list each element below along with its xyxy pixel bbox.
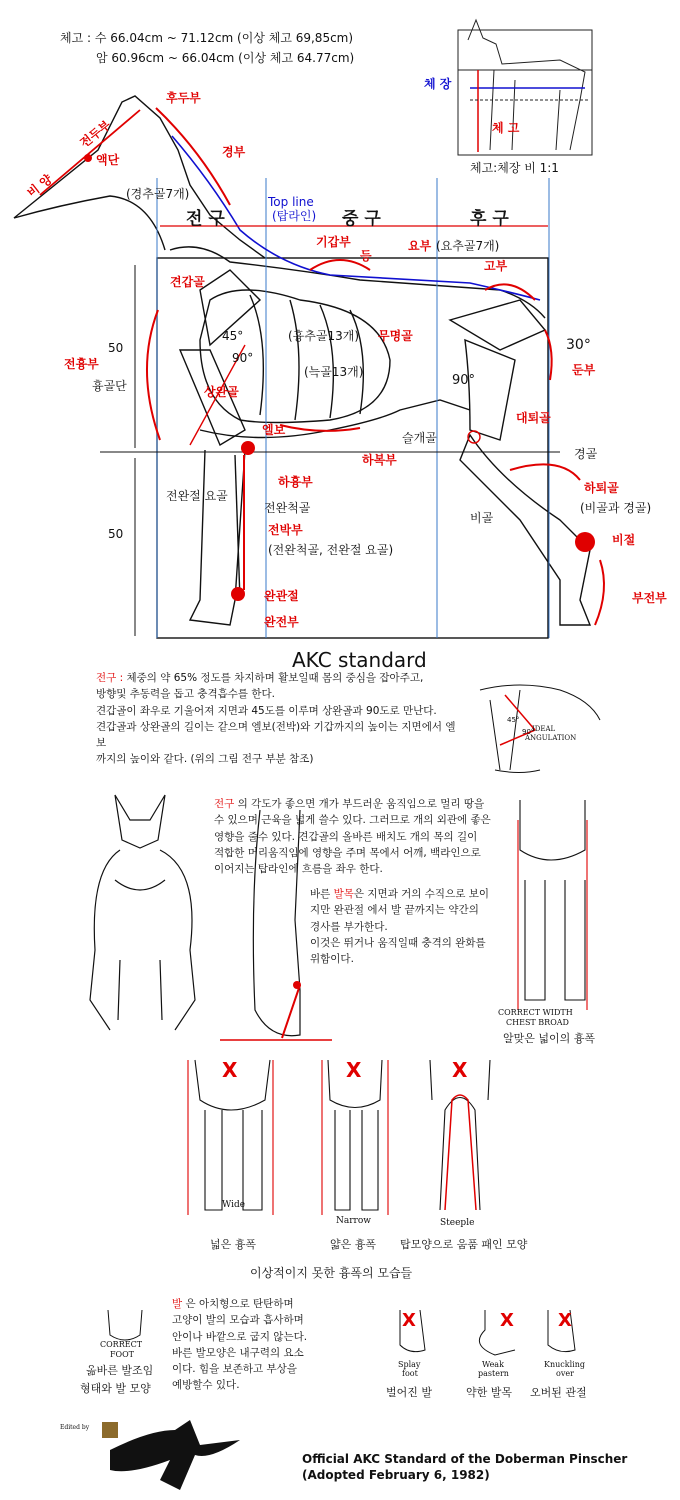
fault-kr-narrow: 얇은 흉폭 (330, 1238, 377, 1251)
foot-line-4: 바른 발모양은 내구력의 요소 (172, 1346, 304, 1359)
fault-mark-narrow: X (346, 1058, 362, 1082)
inset-length-label: 체 장 (424, 77, 452, 91)
fault-kr-wide: 넓은 흉폭 (210, 1238, 257, 1251)
fault-en-wide: Wide (222, 1200, 246, 1210)
label-topline: Top line (268, 195, 314, 209)
bad-foot-kr-weak: 약한 발목 (466, 1386, 513, 1399)
foot-line-6: 예방할수 있다. (172, 1379, 240, 1392)
label-fifty-bottom: 50 (108, 527, 124, 541)
height-line-1: 체고 : 수 66.04cm ~ 71.12cm (이상 체고 69,85cm) (60, 31, 354, 45)
section-rear: 후 구 (470, 209, 509, 229)
bad-foot-en1-weak: Weak (482, 1360, 504, 1369)
pastern-line-4: 이것은 뛰거나 움직일때 충격의 완화를 (310, 936, 486, 949)
label-croup: 고부 (484, 259, 508, 273)
label-thigh: 대퇴골 (516, 411, 551, 425)
bad-foot-en2-knuckle: over (556, 1369, 574, 1378)
label-neck: 경부 (222, 145, 246, 159)
foot-kr-1: 옮바른 발조임 (86, 1364, 154, 1377)
bad-foot-kr-splay: 벌어진 발 (386, 1386, 433, 1399)
label-back: 등 (360, 249, 372, 263)
footer-line-1: Official AKC Standard of the Doberman Pinscher (302, 1452, 628, 1466)
front-paragraph (214, 796, 494, 877)
pastern-pre: 바른 (310, 888, 334, 900)
front-highlight: 전구 (214, 798, 235, 810)
label-angle-90-rear: 90° (452, 373, 476, 388)
front-line-2: 수 있으며 근육을 넓게 쓸수 있다. 그러므로 개의 외관에 좋은 (214, 814, 491, 827)
bad-foot-en1-knuckle: Knuckling (544, 1360, 585, 1369)
bad-foot-kr-knuckle: 오버된 관절 (530, 1386, 587, 1399)
label-patella: 슬개골 (402, 431, 437, 445)
fault-en-narrow: Narrow (336, 1216, 371, 1226)
label-belly: 하복부 (362, 453, 397, 467)
ideal-angle-90: 90° (522, 728, 535, 736)
ideal-label-2: ANGULATION (525, 734, 577, 742)
fault-chest-drawings (188, 1060, 490, 1215)
label-tibia: 경골 (574, 447, 598, 461)
intro-line-1: 체중의 약 65% 정도를 차지하며 활보일때 몸의 중심을 잡아주고, (123, 672, 424, 684)
section-middle: 중 구 (342, 209, 381, 229)
inset-ratio-label: 체고:체장 비 1:1 (470, 161, 559, 175)
label-hock: 비절 (612, 533, 636, 547)
footer-line-2: (Adopted February 6, 1982) (302, 1468, 490, 1482)
bad-foot-mark-weak: X (500, 1310, 514, 1331)
label-humerus: 상완골 (204, 385, 239, 399)
front-line-4: 적합한 머리움직임에 영향을 주며 목에서 어깨, 백라인으로 (214, 846, 481, 859)
label-topline-kr: (탑라인) (272, 209, 317, 223)
label-forearm-sub: (전완척골, 전완절 요골) (268, 543, 394, 557)
fault-en-steeple: Steeple (440, 1218, 475, 1228)
label-muzzle: 비 양 (24, 172, 55, 200)
label-lumbar: (요추골7개) (436, 239, 500, 253)
ideal-label-1: IDEAL (532, 725, 556, 733)
label-angle-90: 90° (232, 351, 254, 365)
bad-foot-mark-splay: X (402, 1310, 416, 1331)
height-line-2: 암 60.96cm ~ 66.04cm (이상 체고 64.77cm) (96, 51, 355, 65)
foot-line-5: 이다. 힘을 보존하고 부상을 (172, 1363, 297, 1376)
label-ulna-carpal: 전완절 요골 (166, 489, 228, 503)
section-front: 전 구 (186, 209, 225, 229)
intro-line-4: 견갑골과 상완골의 길이는 같으며 엘보(전박)와 기갑까지의 높이는 지면에서 엘보 (96, 720, 456, 750)
front-line-5: 이어지는 탑라인에 흐름을 좌우 한다. (214, 863, 383, 876)
fault-kr-steeple: 탑모양으로 움품 패인 모양 (400, 1238, 528, 1251)
foot-line-3: 안이나 바깥으로 굽지 않는다. (172, 1330, 308, 1343)
pastern-highlight: 발목 (333, 888, 354, 900)
pastern-line-2: 지만 완관절 에서 발 끝까지는 약간의 (310, 904, 479, 917)
label-forearm: 전박부 (268, 523, 303, 537)
foot-en-2: FOOT (110, 1350, 135, 1359)
label-sacrum: 무명골 (378, 329, 413, 343)
pastern-paragraph (310, 886, 510, 967)
foot-kr-2: 형태와 발 모양 (80, 1382, 151, 1395)
chest-label-kr: 알맞은 넓이의 흉폭 (503, 1032, 596, 1045)
front-line-3: 영향을 줄수 있다. 견갑골의 올바른 배치도 개의 목의 길이 (214, 830, 478, 843)
label-ribs: (늑골13개) (304, 365, 364, 379)
label-ulna: 전완척골 (264, 501, 311, 515)
label-angle-30: 30° (566, 337, 591, 353)
intro-paragraph (96, 670, 456, 768)
foot-en-1: CORRECT (100, 1340, 143, 1349)
bad-foot-mark-knuckle: X (558, 1310, 572, 1331)
label-buttock: 둔부 (572, 363, 596, 377)
inset-height-label: 체 고 (492, 121, 520, 135)
label-cervical: (경추골7개) (126, 187, 190, 201)
chest-label-2: CHEST BROAD (506, 1018, 569, 1027)
label-stop: 액단 (96, 153, 120, 167)
bad-foot-en2-splay: foot (402, 1369, 418, 1378)
pastern-line-5: 위함이다. (310, 953, 354, 966)
fault-caption: 이상적이지 못한 흉폭의 모습들 (250, 1266, 413, 1280)
bad-foot-en1-splay: Splay (398, 1360, 421, 1369)
label-chest: 전흉부 (64, 357, 99, 371)
inset-diagram (458, 20, 592, 155)
label-fibula: 비골 (470, 511, 494, 525)
foot-paragraph (172, 1296, 342, 1394)
label-thoracic: (흉추골13개) (288, 329, 360, 343)
ideal-angle-45: 45° (507, 716, 520, 724)
label-carpus: 완관절 (264, 589, 299, 603)
label-sternum: 흉골단 (92, 379, 127, 393)
logo-text: Edited by (60, 1424, 90, 1431)
label-pastern: 완전부 (264, 615, 299, 629)
foot-line-2: 고양이 발의 모습과 흡사하며 (172, 1314, 304, 1327)
label-withers: 기갑부 (316, 235, 351, 249)
intro-line-3: 견갑골이 좌우로 기울어져 지면과 45도를 이루며 상완골과 90도로 만난다. (96, 704, 437, 717)
label-angle-45: 45° (222, 329, 244, 343)
label-stop-region: 전두부 (77, 117, 114, 151)
foot-line-1: 은 아치형으로 탄탄하며 (182, 1298, 294, 1310)
fault-mark-wide: X (222, 1058, 238, 1082)
label-lower-thigh-sub: (비골과 경골) (580, 501, 652, 515)
fault-mark-steeple: X (452, 1058, 468, 1082)
correct-chest-drawing (518, 800, 587, 1010)
label-scapula: 견갑골 (170, 275, 205, 289)
pastern-line-1: 은 지면과 거의 수직으로 보이 (353, 888, 489, 900)
label-loin: 요부 (408, 239, 432, 253)
chest-label-1: CORRECT WIDTH (498, 1008, 573, 1017)
label-rear-pastern: 부전부 (632, 591, 667, 605)
logo-mark (102, 1420, 240, 1490)
intro-line-2: 방향및 추동력을 돕고 충격흡수를 한다. (96, 688, 275, 701)
pastern-line-3: 경사를 부가한다. (310, 920, 388, 933)
intro-highlight: 전구 : (96, 672, 124, 684)
label-lower-chest: 하흉부 (278, 475, 313, 489)
foot-highlight: 발 (172, 1298, 183, 1310)
intro-line-5: 까지의 높이와 같다. (위의 그림 전구 부분 참조) (96, 753, 314, 766)
label-elbow: 엘보 (262, 423, 286, 437)
akc-title: AKC standard (292, 648, 427, 672)
label-occiput: 후두부 (166, 91, 201, 105)
bad-foot-en2-weak: pastern (478, 1369, 509, 1378)
front-line-1: 의 각도가 좋으면 개가 부드러운 움직임으로 멀리 땅을 (234, 798, 485, 810)
label-lower-thigh: 하퇴골 (584, 481, 619, 495)
label-fifty-top: 50 (108, 341, 124, 355)
